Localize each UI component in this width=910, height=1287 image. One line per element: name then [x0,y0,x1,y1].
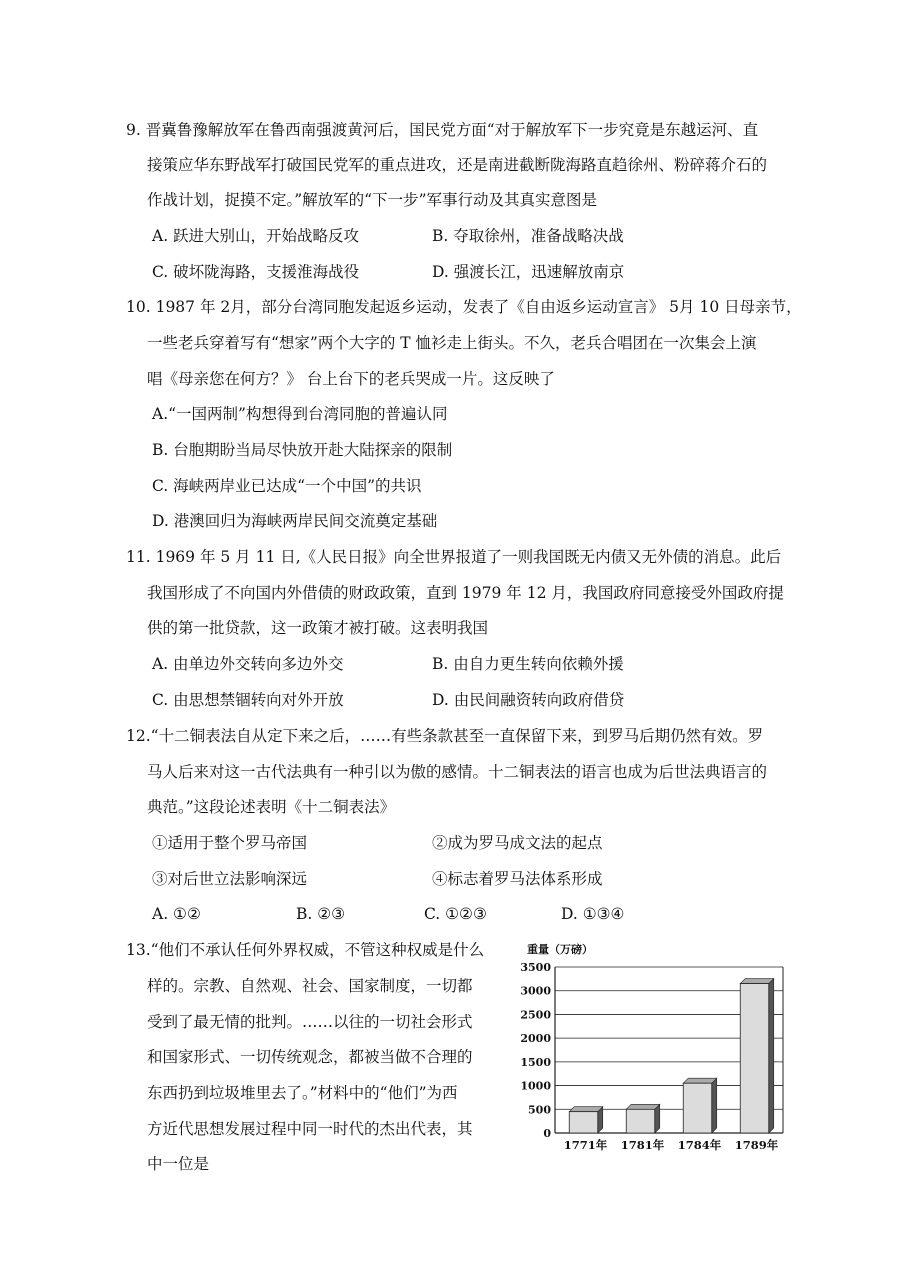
bar [626,1109,655,1133]
q12-line-1: 12.“十二铜表法自从定下来之后，……有些条款甚至一直保留下来，到罗马后期仍然有效。罗 [126,727,764,745]
chart-y-ticks [520,961,551,1140]
y-tick-label: 2000 [520,1032,551,1046]
q9-line-1: 9. 晋冀鲁豫解放军在鲁西南强渡黄河后，国民党方面“对于解放军下一步究竟是东越运河、直 [126,121,759,139]
chart-x-labels [564,1138,779,1152]
q10-line-1: 10. 1987 年 2月，部分台湾同胞发起返乡运动，发表了《自由返乡运动宣言》 5月 10 日母亲节， [126,298,802,316]
q10-option-d: D. 港澳回归为海峡两岸民间交流奠定基础 [152,512,438,530]
bar-top [569,1107,603,1112]
q12-item-2: ②成为罗马成文法的起点 [432,834,603,852]
bar-top [740,979,774,984]
q10-option-a: A.“一国两制”构想得到台湾同胞的普遍认同 [152,405,448,423]
y-tick-label: 3000 [520,984,551,998]
q9-line-2: 接策应华东野战军打破国民党军的重点进攻，还是南进截断陇海路直趋徐州、粉碎蒋介石的 [147,156,768,174]
q12-item-4: ④标志着罗马法体系形成 [432,870,603,888]
q11-line-2: 我国形成了不向国内外借债的财政政策，直到 1979 年 12 月，我国政府同意接受外国政府提 [147,584,784,602]
bar-side [712,1078,717,1133]
q9-option-b: B. 夺取徐州，准备战略决战 [432,227,624,245]
q11-option-a: A. 由单边外交转向多边外交 [152,655,344,673]
q11-option-c: C. 由思想禁锢转向对外开放 [152,691,344,709]
q12-option-c: C. ①②③ [424,905,487,923]
q13-line-1: 13.“他们不承认任何外界权威，不管这种权威是什么 [126,941,485,959]
q11-option-b: B. 由自力更生转向依赖外援 [432,655,624,673]
y-tick-label: 1500 [520,1055,551,1069]
y-tick-label: 0 [543,1127,551,1140]
q13-line-7: 中一位是 [147,1155,210,1173]
q12-option-b: B. ②③ [296,905,346,923]
q9-option-c: C. 破坏陇海路，支援淮海战役 [152,263,360,281]
chart-bars [569,979,774,1133]
q12-item-1: ①适用于整个罗马帝国 [152,834,308,852]
q11-option-d: D. 由民间融资转向政府借贷 [432,691,625,709]
q13-line-5: 东西扔到垃圾堆里去了。”材料中的“他们”为西 [147,1084,458,1102]
q12-option-a: A. ①② [152,905,201,923]
q11-line-3: 供的第一批贷款，这一政策才被打破。这表明我国 [147,619,489,637]
x-tick-label: 1784年 [677,1138,722,1152]
bar-top [626,1104,660,1109]
q12-line-3: 典范。”这段论述表明《十二铜表法》 [147,798,396,816]
q12-option-d: D. ①③④ [561,905,625,923]
q9-option-a: A. 跃进大别山，开始战略反攻 [152,227,360,245]
q12-item-3: ③对后世立法影响深远 [152,870,308,888]
q13-line-4: 和国家形式、一切传统观念，都被当做不合理的 [147,1048,473,1066]
q10-option-b: B. 台胞期盼当局尽快放开赴大陆探亲的限制 [152,441,453,459]
bar-top [683,1078,717,1083]
q13-line-6: 方近代思想发展过程中同一时代的杰出代表，其 [147,1120,473,1138]
q12-line-2: 马人后来对这一古代法典有一种引以为傲的感情。十二铜表法的语言也成为后世法典语言的 [147,763,768,781]
bar [683,1083,712,1133]
bar-side [769,979,774,1133]
y-tick-label: 1000 [520,1079,551,1093]
q11-line-1: 11. 1969 年 5 月 11 日,《人民日报》向全世界报道了一则我国既无内债又无外债的消息。此后 [126,548,782,566]
chart-title: 重量（万磅） [527,943,593,956]
q10-line-2: 一些老兵穿着写有“想家”两个大字的 T 恤衫走上街头。不久，老兵合唱团在一次集会上演 [147,334,757,352]
weight-bar-chart [515,935,790,1155]
q9-line-3: 作战计划，捉摸不定。”解放军的“下一步”军事行动及其真实意图是 [147,191,598,209]
q13-line-2: 样的。宗教、自然观、社会、国家制度，一切都 [147,977,473,995]
y-tick-label: 2500 [520,1008,551,1022]
x-tick-label: 1771年 [563,1138,608,1152]
bar [569,1112,598,1133]
x-tick-label: 1789年 [734,1138,779,1152]
q13-line-3: 受到了最无情的批判。……以往的一切社会形式 [147,1013,473,1031]
y-tick-label: 500 [528,1103,551,1117]
y-tick-label: 3500 [520,961,551,974]
q9-option-d: D. 强渡长江，迅速解放南京 [432,263,625,281]
x-tick-label: 1781年 [620,1138,665,1152]
q10-option-c: C. 海峡两岸业已达成“一个中国”的共识 [152,477,422,495]
q10-line-3: 唱《母亲您在何方？》 台上台下的老兵哭成一片。这反映了 [147,370,555,388]
bar [740,984,769,1133]
